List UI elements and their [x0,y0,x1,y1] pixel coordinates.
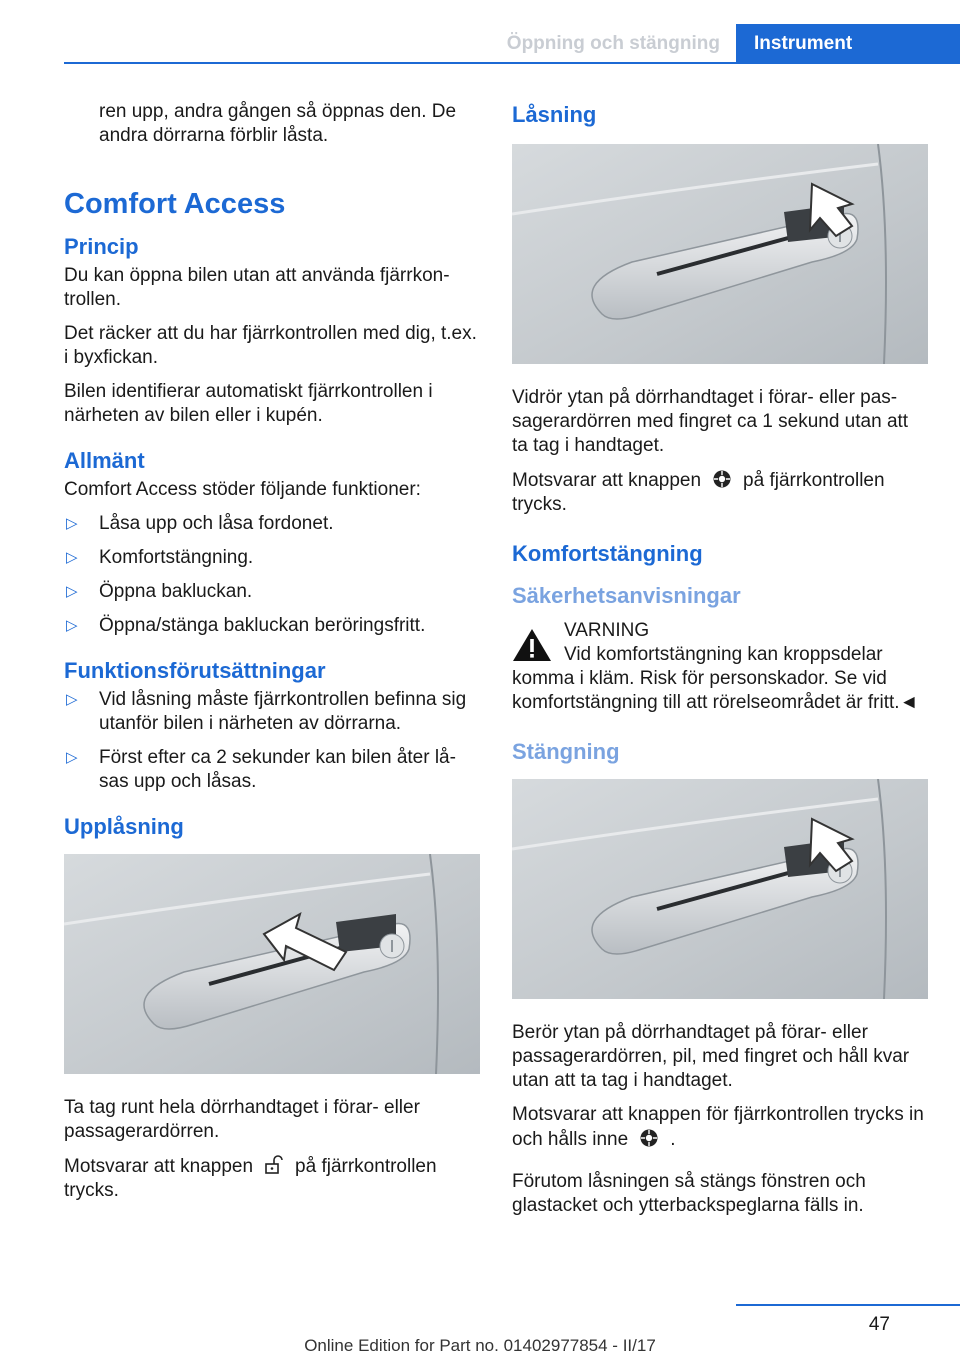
header-rule [64,62,960,64]
bullet-triangle-icon: ▷ [66,691,78,708]
warning-title: VARNING [564,620,650,641]
list-item: ▷ Vid låsning måste fjärrkontrollen befinna sig utanför bilen i närheten av dörrarna. [66,689,467,734]
heading-lasning: Låsning [512,102,597,127]
heading-stangning: Stängning [512,739,620,764]
heading-allmant: Allmänt [64,448,145,473]
unlock-button-icon [263,1154,285,1176]
section-title-comfort-access: Comfort Access [64,188,286,220]
lock-button-icon [638,1127,660,1149]
heading-sakerhetsanvisningar: Säkerhetsanvisningar [512,583,741,608]
bullet-triangle-icon: ▷ [66,749,78,766]
bullet-triangle-icon: ▷ [66,583,78,600]
heading-komfortstangning: Komfortstängning [512,541,703,566]
lasning-remote-paragraph: Motsvarar att knappen på fjärrkontrollen trycks. [512,470,885,515]
stangning-paragraph: Berör ytan på dörrhandtaget på förar- eller passagerardörren, pil, med fingret och håll kvar utan att ta tag i handtaget. [512,1022,910,1091]
footer-edition: Online Edition for Part no. 01402977854 - II/17 [304,1336,656,1355]
bullet-triangle-icon: ▷ [66,617,78,634]
page-header [0,0,960,64]
right-column [512,100,928,1228]
bullet-triangle-icon: ▷ [66,515,78,532]
lock-button-icon [711,468,733,490]
list-item: ▷ Låsa upp och låsa fordonet. [66,513,334,534]
list-item: ▷ Öppna/stänga bakluckan beröringsfritt. [66,615,426,636]
allmant-list [64,512,480,638]
warning-triangle-icon [512,627,552,663]
left-column [64,100,480,1213]
stangning-remote-paragraph: Motsvarar att knappen för fjärrkontrollen trycks in och hålls inne . [512,1104,924,1150]
intro-paragraph: ren upp, andra gången så öppnas den. De andra dörrarna förblir låsta. [99,101,457,146]
door-handle-grip-illustration [64,854,480,1074]
list-item: ▷ Först efter ca 2 sekunder kan bilen åter lå-sas upp och låsas. [66,747,456,792]
bullet-triangle-icon: ▷ [66,549,78,566]
princip-paragraph: Det räcker att du har fjärrkontrollen med dig, t.ex. i byxfickan. [64,323,477,368]
stangning-note: Förutom låsningen så stängs fönstren och glastacket och ytterbackspeglarna fälls in. [512,1171,866,1216]
heading-funktionsforutsattningar: Funktionsförutsättningar [64,658,326,683]
lasning-paragraph: Vidrör ytan på dörrhandtaget i förar- eller pas-sagerardörren med fingret ca 1 sekund utan att ta tag i handtaget. [512,387,909,456]
footer-rule [736,1304,960,1306]
heading-princip: Princip [64,234,139,259]
door-handle-touch-lock-illustration [512,144,928,364]
warning-line: Vid komfortstängning kan kroppsdelar [564,644,883,665]
upplasning-remote-paragraph: Motsvarar att knappen på fjärrkontrollen trycks. [64,1156,437,1201]
princip-paragraph: Du kan öppna bilen utan att använda fjärrkon-trollen. [64,265,450,310]
funktion-list [64,688,480,794]
list-item: ▷ Öppna bakluckan. [66,581,253,602]
header-section-title: Öppning och stängning [506,33,720,54]
heading-upplasning: Upplåsning [64,814,184,839]
door-handle-touch-close-illustration [512,779,928,999]
page-number: 47 [868,1314,890,1335]
allmant-intro: Comfort Access stöder följande funktioner: [64,479,421,500]
warning-block [512,619,928,715]
warning-text: komma i kläm. Risk för personskador. Se vid komfortstängning till att rörelseområdet är fritt.◄ [512,668,919,713]
princip-paragraph: Bilen identifierar automatiskt fjärrkontrollen i närheten av bilen eller i kupén. [64,381,433,426]
header-chapter-tab[interactable]: Instrument [736,24,960,64]
list-item: ▷ Komfortstängning. [66,547,254,568]
upplasning-paragraph: Ta tag runt hela dörrhandtaget i förar- eller passagerardörren. [64,1097,420,1142]
